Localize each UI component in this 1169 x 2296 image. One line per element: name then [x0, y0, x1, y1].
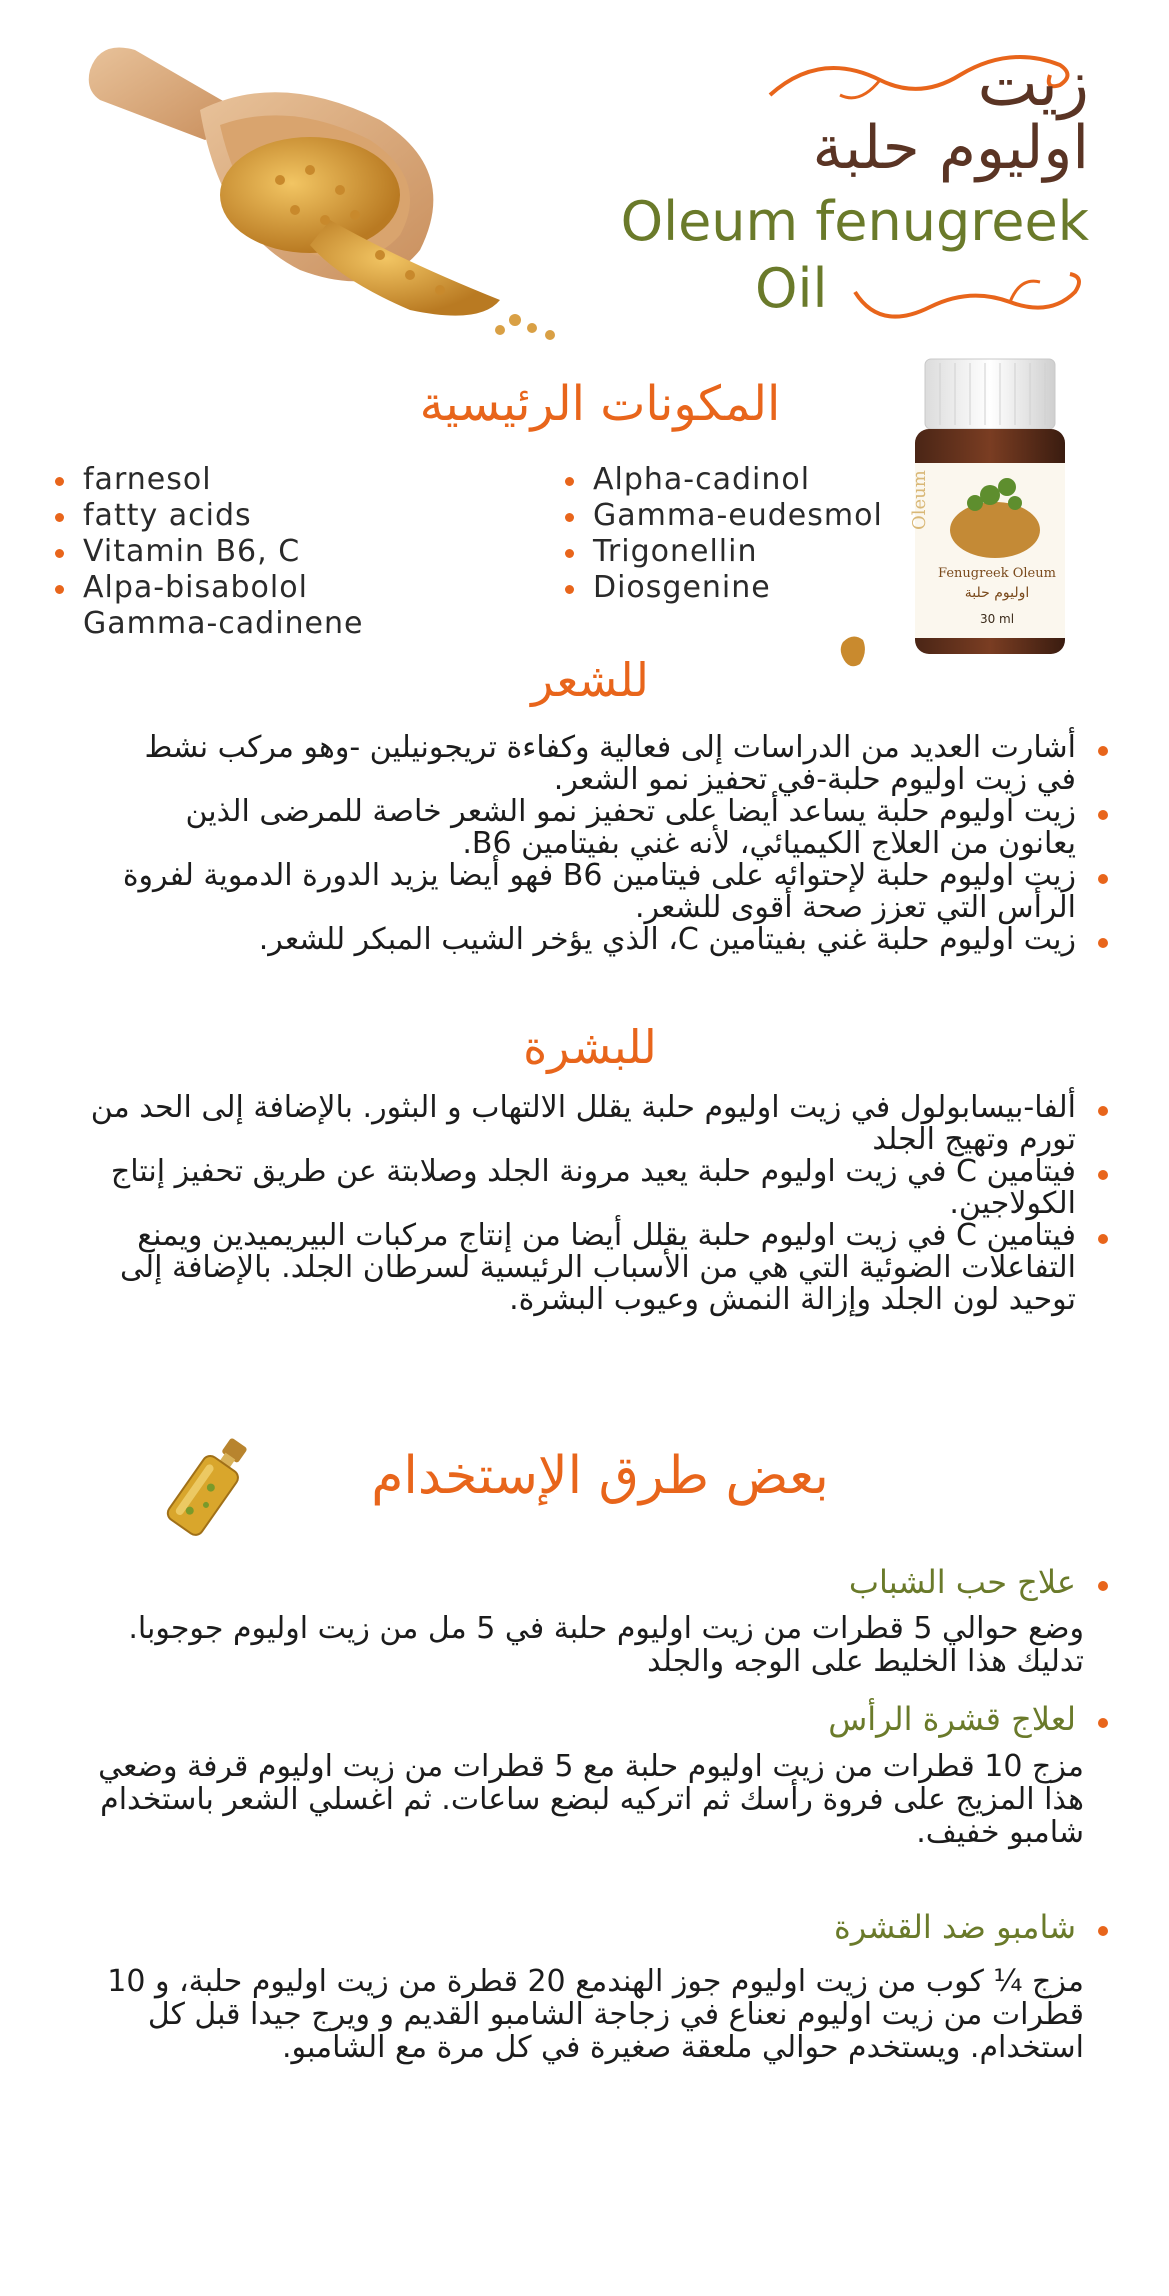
ingredient-item: Alpha-cadinol	[565, 462, 883, 498]
bottle-label-english: Fenugreek Oleum	[938, 566, 1056, 581]
ingredients-list-left	[55, 462, 363, 642]
ingredient-item: Gamma-eudesmol	[565, 498, 883, 534]
title-english-line1: Oleum fenugreek	[620, 190, 1089, 253]
ingredients-heading: المكونات الرئيسية	[419, 376, 781, 432]
usage-acne-title: علاج حب الشباب	[849, 1565, 1094, 1600]
skin-benefit-item: فيتامين C في زيت اوليوم حلبة يقلل أيضا من إنتاج مركبات البيريميدين ويمنع التفاعلات الضوئية التي هي من الأسباب الرئيسية لسرطان الجلد. بالإضافة إلى توحيد لون الجلد وإزالة النمش وعيوب البشرة.	[60, 1220, 1094, 1316]
hair-section-heading: للشعر	[531, 653, 649, 707]
title-arabic-line2: اوليوم حلبة	[812, 113, 1089, 183]
title-english-line2: Oil	[755, 257, 828, 320]
ingredient-item: Gamma-cadinene	[83, 606, 364, 641]
usage-shampoo-text: مزج ¼ كوب من زيت اوليوم جوز الهندمع 20 قطرة من زيت اوليوم حلبة، و 10 قطرات من زيت اوليوم نعناع في زجاجة الشامبو القديم و ويرج جيدا قبل كل استخدام. ويستخدم حوالي ملعقة صغيرة في كل مرة مع الشامبو.	[107, 1964, 1084, 2065]
oil-bottle-product-image	[895, 355, 1085, 660]
bottle-brand-text: Oleum	[909, 470, 930, 530]
ingredient-item: Trigonellin	[565, 534, 883, 570]
usage-section-heading: بعض طرق الإستخدام	[371, 1446, 829, 1506]
ingredient-item: Vitamin B6, C	[55, 534, 363, 570]
hair-benefit-item: أشارت العديد من الدراسات إلى فعالية وكفاءة تريجونيلين -وهو مركب نشط في زيت اوليوم حلبة-في تحفيز نمو الشعر.	[110, 732, 1094, 796]
usage-acne-text: وضع حوالي 5 قطرات من زيت اوليوم حلبة في 5 مل من زيت اوليوم جوجوبا. تدليك هذا الخليط على الوجه والجلد	[128, 1611, 1084, 1679]
hair-benefit-item: زيت اوليوم حلبة يساعد أيضا على تحفيز نمو الشعر خاصة للمرضى الذين يعانون من العلاج الكيميائي، لأنه غني بفيتامين B6.	[110, 796, 1094, 860]
ingredient-item: farnesol	[55, 462, 363, 498]
hair-benefit-item: زيت اوليوم حلبة غني بفيتامين C، الذي يؤخر الشيب المبكر للشعر.	[110, 924, 1094, 956]
ingredient-item: fatty acids	[55, 498, 363, 534]
small-oil-bottle-image	[155, 1432, 265, 1542]
ingredients-list-right	[565, 462, 883, 606]
hair-benefits-list	[110, 732, 1094, 956]
decorative-swirl-bottom	[840, 262, 1090, 342]
fenugreek-seed-icon	[838, 632, 868, 670]
usage-shampoo-title: شامبو ضد القشرة	[834, 1910, 1094, 1945]
usage-dandruff-text: مزج 10 قطرات من زيت اوليوم حلبة مع 5 قطرات من زيت اوليوم قرفة وضعي هذا المزيج على فروة رأسك ثم اتركيه لبضع ساعات. ثم اغسلي الشعر باستخدام شامبو خفيف.	[98, 1749, 1084, 1850]
usage-dandruff-title: لعلاج قشرة الرأس	[828, 1702, 1094, 1737]
ingredient-item: Diosgenine	[565, 570, 883, 606]
skin-benefit-item: ألفا-بيسابولول في زيت اوليوم حلبة يقلل الالتهاب و البثور. بالإضافة إلى الحد من تورم وتهيج الجلد	[60, 1092, 1094, 1156]
skin-benefit-item: فيتامين C في زيت اوليوم حلبة يعيد مرونة الجلد وصلابتة عن طريق تحفيز إنتاج الكولاجين.	[60, 1156, 1094, 1220]
bottle-volume: 30 ml	[979, 612, 1015, 626]
bottle-label-arabic: اوليوم حلبة	[964, 585, 1030, 601]
title-arabic-line1: زيت	[977, 47, 1089, 121]
hair-benefit-item: زيت اوليوم حلبة لإحتوائه على فيتامين B6 فهو أيضا يزيد الدورة الدموية لفروة الرأس التي تعزز صحة أقوى للشعر.	[110, 860, 1094, 924]
fenugreek-seeds-scoop-image	[80, 30, 560, 350]
skin-benefits-list	[60, 1092, 1094, 1316]
skin-section-heading: للبشرة	[523, 1020, 657, 1074]
ingredient-item: Alpa-bisabolol	[55, 570, 363, 606]
